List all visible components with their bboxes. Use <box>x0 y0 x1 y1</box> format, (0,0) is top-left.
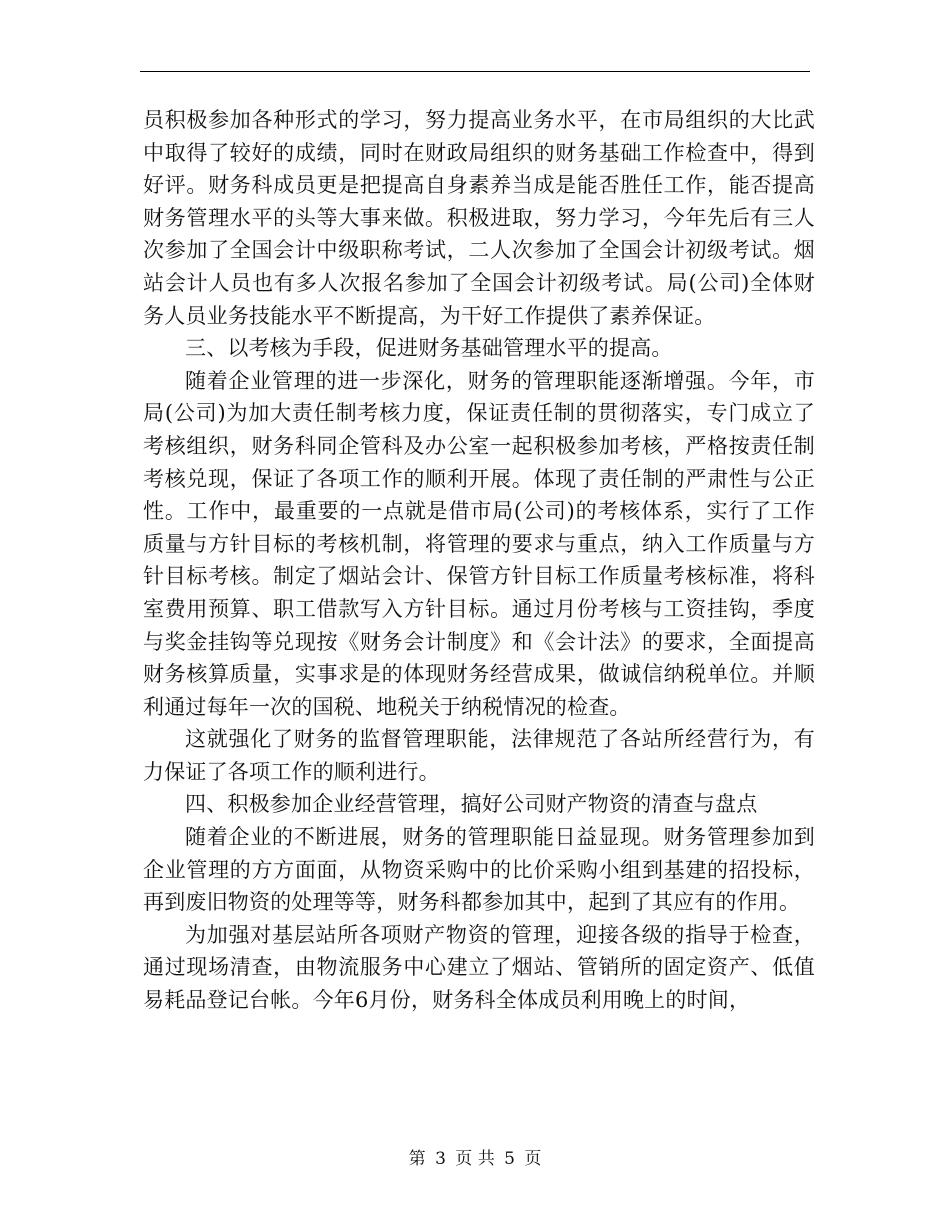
document-body <box>143 104 815 1017</box>
paragraph-2: 随着企业管理的进一步深化，财务的管理职能逐渐增强。今年，市局(公司)为加大责任制考核力度，保证责任制的贯彻落实，专门成立了考核组织，财务科同企管科及办公室一起积极参加考核，严格按责任制考核兑现，保证了各项工作的顺利开展。体现了责任制的严肃性与公正性。工作中，最重要的一点就是借市局(公司)的考核体系，实行了工作质量与方针目标的考核机制，将管理的要求与重点，纳入工作质量与方针目标考核。制定了烟站会计、保管方针目标工作质量考核标准，将科室费用预算、职工借款写入方针目标。通过月份考核与工资挂钩，季度与奖金挂钩等兑现按《财务会计制度》和《会计法》的要求，全面提高财务核算质量，实事求是的体现财务经营成果，做诚信纳税单位。并顺利通过每年一次的国税、地税关于纳税情况的检查。 <box>143 368 815 719</box>
paragraph-5: 为加强对基层站所各项财产物资的管理，迎接各级的指导于检查，通过现场清查，由物流服务中心建立了烟站、管销所的固定资产、低值易耗品登记台帐。今年6月份，财务科全体成员利用晚上的时间， <box>143 922 815 1013</box>
section-heading-3: 三、以考核为手段，促进财务基础管理水平的提高。 <box>185 336 673 361</box>
footer-suffix: 页 <box>524 1149 542 1169</box>
page-footer <box>0 1148 950 1170</box>
header-rule <box>140 71 810 72</box>
footer-middle: 页 共 <box>455 1149 495 1169</box>
section-heading-4: 四、积极参加企业经营管理，搞好公司财产物资的清查与盘点 <box>185 792 758 817</box>
footer-current-page: 3 <box>435 1149 446 1169</box>
paragraph-1: 员积极参加各种形式的学习，努力提高业务水平，在市局组织的大比武中取得了较好的成绩，同时在财政局组织的财务基础工作检查中，得到好评。财务科成员更是把提高自身素养当成是能否胜任工作，能否提高财务管理水平的头等大事来做。积极进取，努力学习，今年先后有三人次参加了全国会计中级职称考试，二人次参加了全国会计初级考试。烟站会计人员也有多人次报名参加了全国会计初级考试。局(公司)全体财务人员业务技能水平不断提高，为干好工作提供了素养保证。 <box>143 108 815 328</box>
paragraph-4: 随着企业的不断进展，财务的管理职能日益显现。财务管理参加到企业管理的方方面面，从物资采购中的比价采购小组到基建的招投标，再到废旧物资的处理等等，财务科都参加其中，起到了其应有的作用。 <box>143 825 815 915</box>
footer-total-pages: 5 <box>504 1149 515 1169</box>
paragraph-3: 这就强化了财务的监督管理职能，法律规范了各站所经营行为，有力保证了各项工作的顺利进行。 <box>143 727 815 784</box>
footer-prefix: 第 <box>408 1149 426 1169</box>
